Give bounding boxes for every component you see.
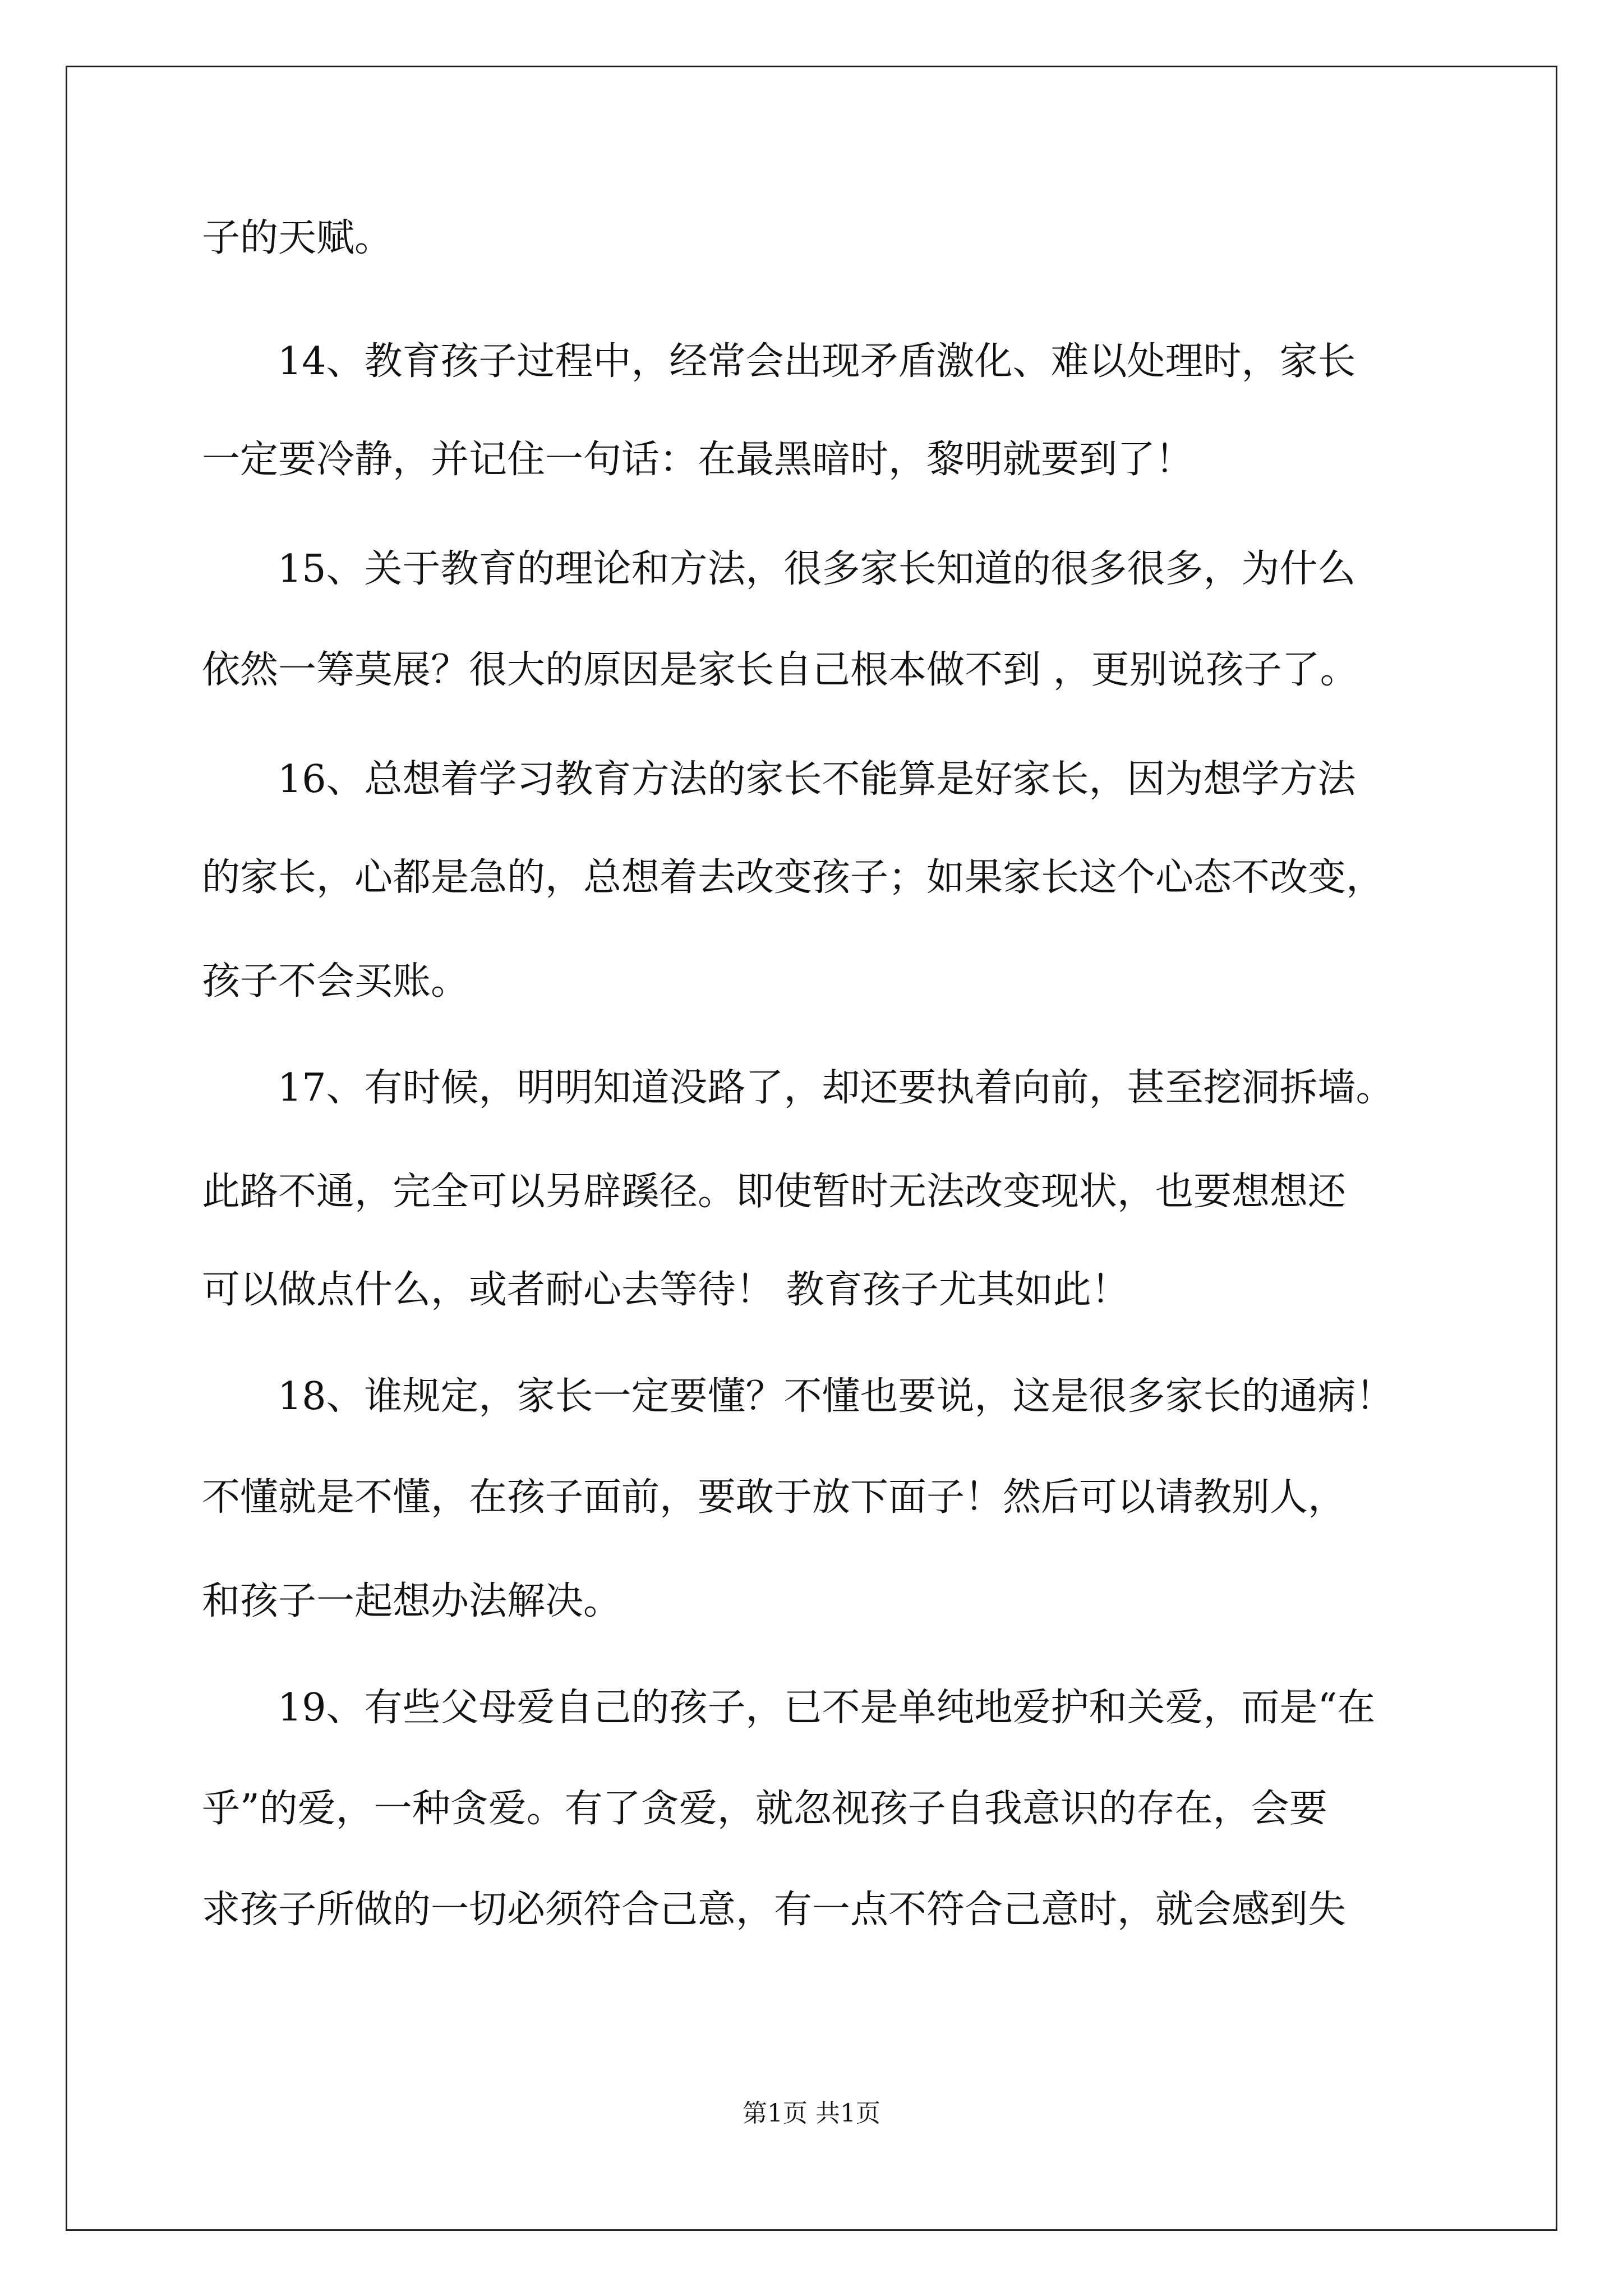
text-line: 的家长，心都是急的，总想着去改变孩子；如果家长这个心态不改变， [202, 855, 1385, 900]
text-line: 乎”的爱，一种贪爱。有了贪爱，就忽视孩子自我意识的存在，会要 [202, 1787, 1327, 1831]
text-line: 求孩子所做的一切必须符合己意，有一点不符合己意时，就会感到失 [202, 1888, 1347, 1932]
text-line: 孩子不会买账。 [202, 959, 469, 1004]
text-line: 可以做点什么，或者耐心去等待！ 教育孩子尤其如此！ [202, 1268, 1129, 1312]
text-line: 子的天赋。 [202, 216, 393, 260]
text-line: 15、关于教育的理论和方法，很多家长知道的很多很多，为什么 [278, 547, 1356, 591]
text-line: 一定要冷静，并记住一句话：在最黑暗时，黎明就要到了！ [202, 438, 1194, 482]
text-line: 和孩子一起想办法解决。 [202, 1579, 622, 1623]
text-line: 此路不通，完全可以另辟蹊径。即使暂时无法改变现状，也要想想还 [202, 1170, 1347, 1214]
page-footer: 第1页 共1页 [743, 2099, 880, 2128]
text-line: 不懂就是不懂，在孩子面前，要敢于放下面子！然后可以请教别人， [202, 1475, 1347, 1520]
text-line: 16、总想着学习教育方法的家长不能算是好家长，因为想学方法 [278, 757, 1356, 802]
text-line: 17、有时候，明明知道没路了，却还要执着向前，甚至挖洞拆墙。 [278, 1066, 1394, 1110]
text-line: 依然一筹莫展？很大的原因是家长自己根本做不到 ，更别说孩子了。 [202, 648, 1358, 692]
text-line: 19、有些父母爱自己的孩子，已不是单纯地爱护和关爱，而是“在 [278, 1686, 1376, 1730]
text-line: 18、谁规定，家长一定要懂？不懂也要说，这是很多家长的通病！ [278, 1374, 1394, 1419]
text-line: 14、教育孩子过程中，经常会出现矛盾激化、难以处理时，家长 [278, 339, 1356, 384]
